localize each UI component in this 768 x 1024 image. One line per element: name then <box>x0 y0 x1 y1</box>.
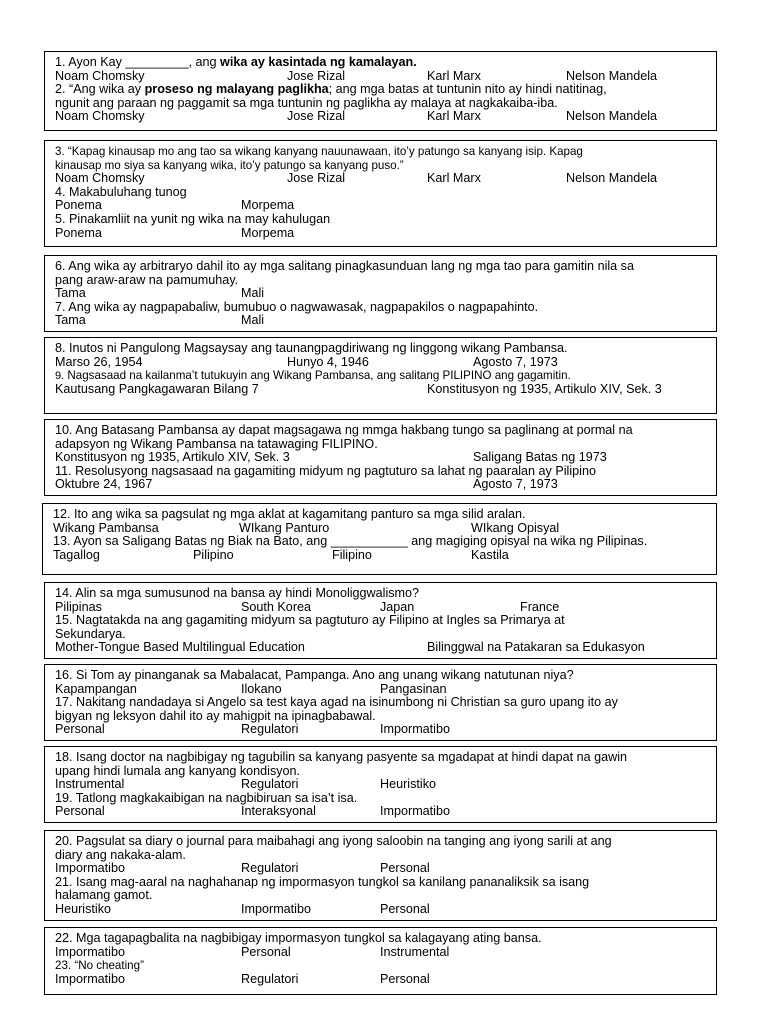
option[interactable]: Marso 26, 1954 <box>55 354 143 369</box>
question-6-cont: pang araw-araw na pamumuhay. <box>55 272 239 287</box>
question-19: 19. Tatlong magkakaibigan na nagbibiruan sa isa’t isa. <box>55 790 358 805</box>
option[interactable]: Noam Chomsky <box>55 171 145 186</box>
question-box-1-2 <box>44 51 717 131</box>
option[interactable]: Pilipino <box>193 547 234 562</box>
option[interactable]: Filipino <box>332 547 372 562</box>
question-14-options <box>55 601 706 615</box>
question-20-cont: diary ang nakaka-alam. <box>55 847 186 862</box>
option[interactable]: Regulatori <box>241 722 299 737</box>
question-18-options <box>55 778 706 792</box>
option[interactable]: Morpema <box>241 198 295 213</box>
question-11: 11. Resolusyong nagsasaad na gagamiting midyum ng pagtuturo sa lahat ng paaralan ay Pilipino <box>55 463 596 478</box>
option[interactable]: Interaksyonal <box>241 804 316 819</box>
question-9: 9. Nagsasaad na kailanma’t tutukuyin ang Wikang Pambansa, ang salitang PILIPINO ang gagamitin. <box>55 369 571 383</box>
option[interactable]: Personal <box>241 944 291 959</box>
option[interactable]: Bilinggwal na Patakaran sa Edukasyon <box>427 640 645 655</box>
question-9-options <box>55 383 706 397</box>
option[interactable]: Noam Chomsky <box>55 68 145 83</box>
option[interactable]: Personal <box>55 804 105 819</box>
option[interactable]: Jose Rizal <box>287 109 346 124</box>
question-15-cont: Sekundarya. <box>55 626 126 641</box>
question-15: 15. Nagtatakda na ang gagamiting midyum sa pagtuturo ay Filipino at Ingles sa Primarya at <box>55 613 565 628</box>
option[interactable]: Heuristiko <box>380 777 436 792</box>
option[interactable]: Oktubre 24, 1967 <box>55 477 153 492</box>
option[interactable]: Personal <box>380 901 430 916</box>
option[interactable]: Impormatibo <box>380 804 450 819</box>
question-10: 10. Ang Batasang Pambansa ay dapat magsagawa ng mmga hakbang tungo sa paglinang at pormal na <box>55 423 633 437</box>
question-19-options <box>55 805 706 819</box>
option[interactable]: Agosto 7, 1973 <box>473 354 558 369</box>
question-8: 8. Inutos ni Pangulong Magsaysay ang taunangpagdiriwang ng linggong wikang Pambansa. <box>55 341 568 355</box>
option[interactable]: Noam Chomsky <box>55 109 145 124</box>
option[interactable]: Kapampangan <box>55 681 137 696</box>
question-14: 14. Alin sa mga sumusunod na bansa ay hindi Monoliggwalismo? <box>55 586 420 600</box>
question-23: 23. “No cheating” <box>55 959 144 973</box>
question-3-cont: kinausap mo siya sa kanyang wika, ito’y patungo sa kanyang puso.” <box>55 158 404 172</box>
question-18: 18. Isang doctor na nagbibigay ng tagubilin sa kanyang pasyente sa mgadapat at hindi dapat na gawin <box>55 750 628 764</box>
option[interactable]: Ilokano <box>241 681 282 696</box>
option[interactable]: Jose Rizal <box>287 171 346 186</box>
question-2-cont: ngunit ang paraan ng paggamit sa mga tuntunin ng paglikha ay malaya at nagkakaiba-iba. <box>55 95 558 110</box>
question-3-options <box>55 172 706 186</box>
option[interactable]: Mother-Tongue Based Multilingual Education <box>55 640 305 655</box>
option[interactable]: Heuristiko <box>55 901 111 916</box>
option[interactable]: Pangasinan <box>380 681 447 696</box>
question-20-options <box>55 862 706 876</box>
question-5: 5. Pinakamliit na yunit ng wika na may kahulugan <box>55 211 331 226</box>
option[interactable]: Japan <box>380 599 415 614</box>
option[interactable]: Nelson Mandela <box>566 171 658 186</box>
option[interactable]: Karl Marx <box>427 68 481 83</box>
question-22-options <box>55 946 706 960</box>
question-16: 16. Si Tom ay pinanganak sa Mabalacat, Pampanga. Ano ang unang wikang natutunan niya? <box>55 668 574 682</box>
question-21-cont: halamang gamot. <box>55 888 153 903</box>
question-box-10-11 <box>44 419 717 496</box>
option[interactable]: Personal <box>380 861 430 876</box>
question-21-options <box>55 903 706 917</box>
question-box-14-15 <box>44 582 717 659</box>
option[interactable]: Nelson Mandela <box>566 109 658 124</box>
option[interactable]: Hunyo 4, 1946 <box>287 354 369 369</box>
option[interactable]: Tama <box>55 286 86 301</box>
question-1: 1. Ayon Kay _________, ang wika ay kasintada ng kamalayan. <box>55 55 417 69</box>
question-7-options <box>55 314 706 328</box>
question-4: 4. Makabuluhang tunog <box>55 184 187 199</box>
question-13-options <box>53 549 706 563</box>
option[interactable]: Impormatibo <box>241 901 311 916</box>
option[interactable]: Nelson Mandela <box>566 68 658 83</box>
option[interactable]: Impormatibo <box>55 861 125 876</box>
option[interactable]: France <box>520 599 560 614</box>
option[interactable]: Personal <box>55 722 105 737</box>
question-3: 3. “Kapag kinausap mo ang tao sa wikang kanyang nauunawaan, ito’y patungo sa kanyang isip. Kapag <box>55 145 583 158</box>
question-box-20-21 <box>44 830 717 921</box>
question-box-16-17 <box>44 664 717 741</box>
option[interactable]: South Korea <box>241 599 312 614</box>
option[interactable]: Tagallog <box>53 547 100 562</box>
option[interactable]: Karl Marx <box>427 171 481 186</box>
question-6: 6. Ang wika ay arbitraryo dahil ito ay mga salitang pinagkasunduan lang ng mga tao para gamitin nila sa <box>55 259 634 273</box>
option[interactable]: Tama <box>55 313 86 328</box>
option[interactable]: Regulatori <box>241 971 299 986</box>
question-box-22-23 <box>44 927 717 995</box>
question-13: 13. Ayon sa Saligang Batas ng Biak na Bato, ang ___________ ang magiging opisyal na wika ng Pilipinas. <box>53 534 648 549</box>
option[interactable]: Mali <box>241 286 265 301</box>
question-17-cont: bigyan ng leksyon dahil ito ay mahigpit na ipinagbabawal. <box>55 708 376 723</box>
question-box-12-13 <box>42 503 717 575</box>
question-box-18-19 <box>44 746 717 823</box>
option[interactable]: Instrumental <box>380 944 450 959</box>
option[interactable]: Konstitusyon ng 1935, Artikulo XIV, Sek. 3 <box>427 381 662 396</box>
option[interactable]: Regulatori <box>241 777 299 792</box>
option[interactable]: Impormatibo <box>380 722 450 737</box>
question-12: 12. Ito ang wika sa pagsulat ng mga aklat at kagamitang panturo sa mga silid aralan. <box>53 507 526 521</box>
option[interactable]: Morpema <box>241 225 295 240</box>
question-21: 21. Isang mag-aaral na naghahanap ng impormasyon tungkol sa kanilang pananaliksik sa isang <box>55 874 590 889</box>
option[interactable]: Wikang Pambansa <box>53 520 159 535</box>
option[interactable]: Impormatibo <box>55 944 125 959</box>
question-2-options <box>55 110 706 124</box>
question-22: 22. Mga tagapagbalita na nagbibigay impormasyon tungkol sa kalagayang ating bansa. <box>55 931 542 945</box>
question-20: 20. Pagsulat sa diary o journal para maibahagi ang iyong saloobin na tanging ang iyong sarili at ang <box>55 834 612 848</box>
question-10-cont: adapsyon ng Wikang Pambansa na tatawaging FILIPINO. <box>55 436 378 451</box>
question-7: 7. Ang wika ay nagpapabaliw, bumubuo o nagwawasak, nagpapakilos o nagpapahinto. <box>55 299 539 314</box>
question-box-8-9 <box>44 337 717 414</box>
question-10-options <box>55 451 706 465</box>
option[interactable]: Karl Marx <box>427 109 481 124</box>
option[interactable]: Personal <box>380 971 430 986</box>
question-6-options <box>55 287 706 301</box>
question-12-options <box>53 522 706 536</box>
question-23-options <box>55 973 706 987</box>
option[interactable]: Regulatori <box>241 861 299 876</box>
question-16-options <box>55 683 706 697</box>
question-17: 17. Nakitang nandadaya si Angelo sa test kaya agad na isinumbong ni Christian sa guro upang ito ay <box>55 695 618 710</box>
option[interactable]: WIkang Panturo <box>239 520 330 535</box>
question-1-options <box>55 70 706 84</box>
option[interactable]: Saligang Batas ng 1973 <box>473 450 607 465</box>
option[interactable]: Agosto 7, 1973 <box>473 477 558 492</box>
question-2: 2. “Ang wika ay proseso ng malayang paglikha; ang mga batas at tuntunin nito ay hindi natitinag, <box>55 82 607 97</box>
option[interactable]: Konstitusyon ng 1935, Artikulo XIV, Sek. 3 <box>55 450 290 465</box>
question-18-cont: upang hindi lumala ang kanyang kondisyon. <box>55 763 301 778</box>
option[interactable]: Ponema <box>55 225 102 240</box>
question-8-options <box>55 356 706 370</box>
question-11-options <box>55 478 706 492</box>
question-15-options <box>55 641 706 655</box>
option[interactable]: Jose Rizal <box>287 68 346 83</box>
option[interactable]: Mali <box>241 313 265 328</box>
question-box-6-7 <box>44 255 717 332</box>
option[interactable]: Instrumental <box>55 777 125 792</box>
question-17-options <box>55 723 706 737</box>
option[interactable]: Pilipinas <box>55 599 102 614</box>
question-box-3-5 <box>44 140 717 247</box>
option[interactable]: Impormatibo <box>55 971 125 986</box>
option[interactable]: Kautusang Pangkagawaran Bilang 7 <box>55 381 259 396</box>
question-4-options <box>55 199 706 213</box>
option[interactable]: WIkang Opisyal <box>471 520 560 535</box>
option[interactable]: Kastila <box>471 547 509 562</box>
option[interactable]: Ponema <box>55 198 102 213</box>
question-5-options <box>55 227 706 241</box>
